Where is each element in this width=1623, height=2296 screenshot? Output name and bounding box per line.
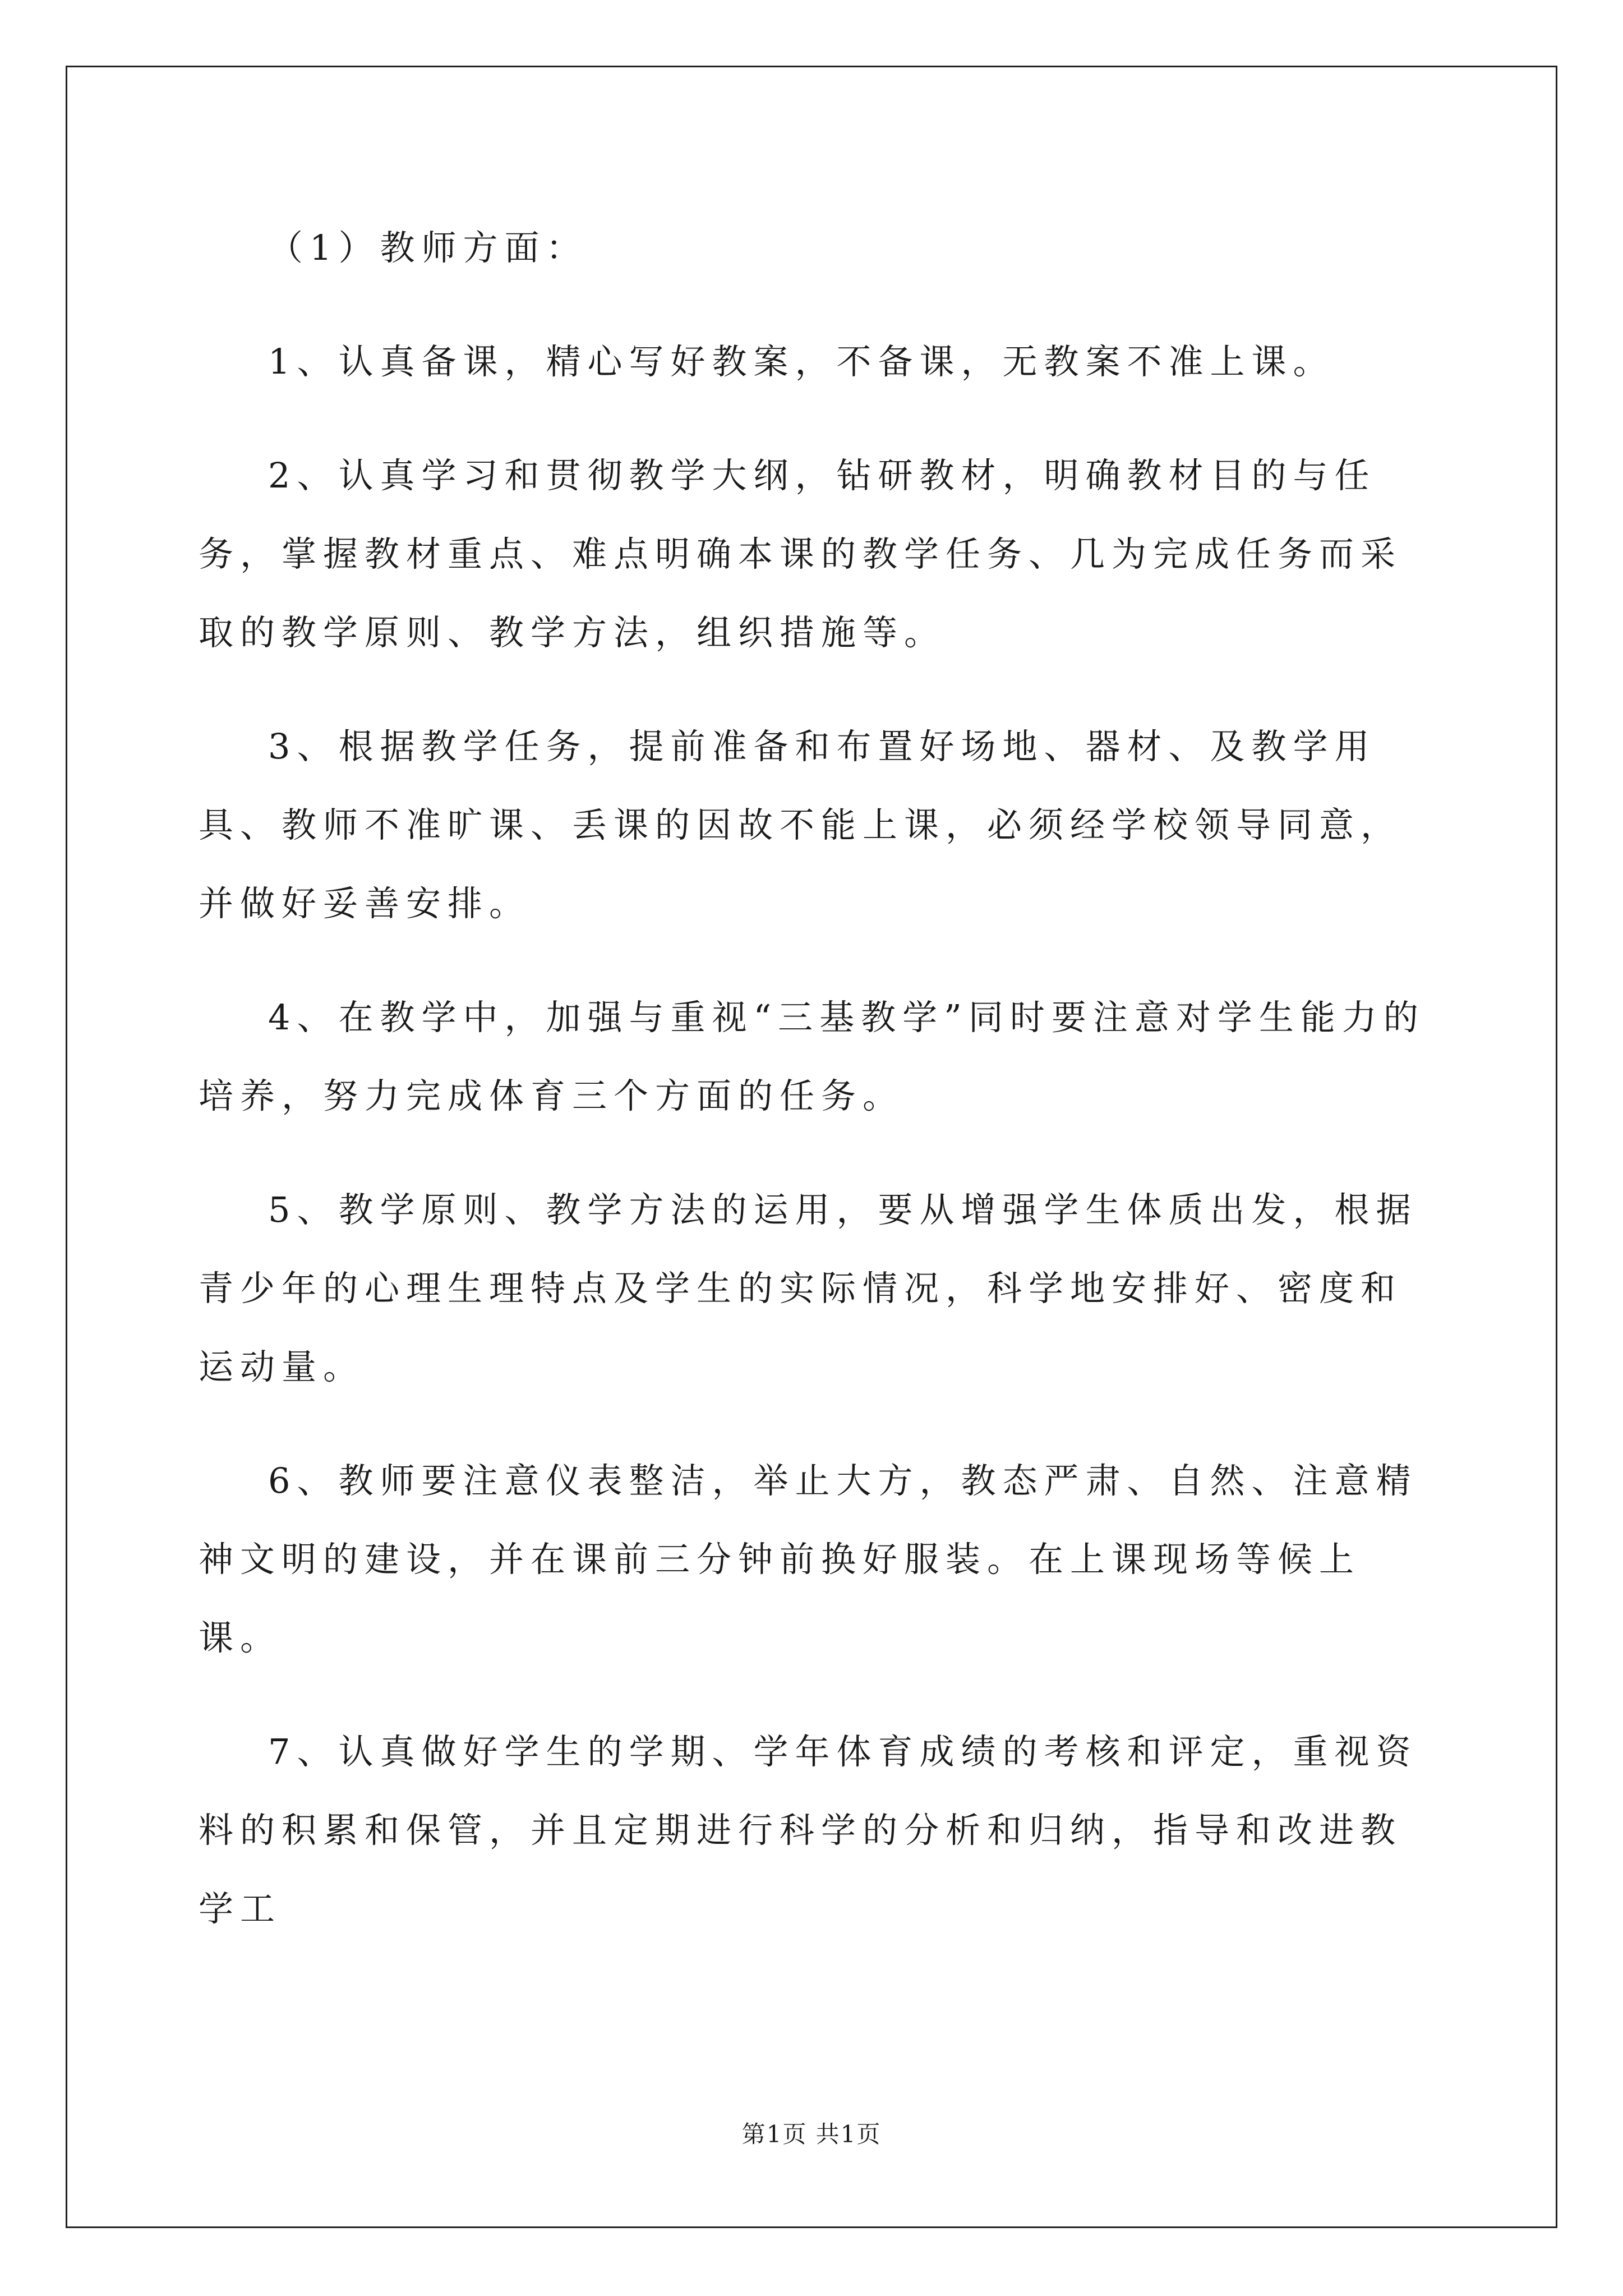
paragraph-item-3: 3、根据教学任务，提前准备和布置好场地、器材、及教学用具、教师不准旷课、丢课的因故不能上课，必须经学校领导同意，并做好妥善安排。 <box>199 726 1403 924</box>
paragraph-item-4: 4、在教学中，加强与重视“三基教学”同时要注意对学生能力的培养，努力完成体育三个方面的任务。 <box>199 997 1425 1116</box>
paragraph-item-7: 7、认真做好学生的学期、学年体育成绩的考核和评定，重视资料的积累和保管，并且定期进行科学的分析和归纳，指导和改进教学工 <box>199 1731 1418 1929</box>
paragraph-item-5: 5、教学原则、教学方法的运用，要从增强学生体质出发，根据青少年的心理生理特点及学生的实际情况，科学地安排好、密度和运动量。 <box>199 1189 1418 1387</box>
paragraph-item-1: 1、认真备课，精心写好教案，不备课，无教案不准上课。 <box>268 341 1335 382</box>
paragraph-heading: （1）教师方面： <box>268 227 588 268</box>
paragraph-item-6: 6、教师要注意仪表整洁，举止大方，教态严肃、自然、注意精神文明的建设，并在课前三分钟前换好服装。在上课现场等候上课。 <box>199 1460 1418 1658</box>
page-footer: 第1页 共1页 <box>741 2120 882 2148</box>
document-body <box>199 209 1432 1984</box>
paragraph-item-2: 2、认真学习和贯彻教学大纲，钻研教材，明确教材目的与任务，掌握教材重点、难点明确本课的教学任务、几为完成任务而采取的教学原则、教学方法，组织措施等。 <box>199 455 1403 653</box>
